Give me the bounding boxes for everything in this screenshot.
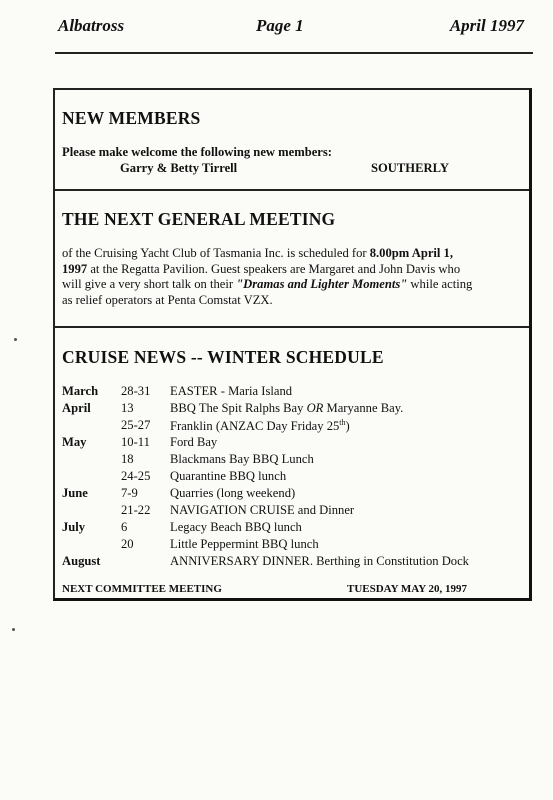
schedule-row (62, 486, 524, 503)
new-members-title: NEW MEMBERS (62, 108, 201, 128)
schedule-row (62, 418, 524, 435)
row-event-tail: ) (345, 419, 350, 434)
row-month: June (62, 486, 88, 500)
meeting-title: THE NEXT GENERAL MEETING (62, 209, 336, 229)
row-event: NAVIGATION CRUISE and Dinner (170, 503, 355, 517)
row-dates: 7-9 (121, 486, 138, 500)
newsletter-box (53, 88, 532, 601)
row-month: July (62, 520, 86, 534)
row-event-sup: th (339, 418, 346, 427)
meeting-text-3c: while acting (407, 277, 473, 291)
member-name: Garry & Betty Tirrell (120, 161, 238, 175)
meeting-text-2: at the Regatta Pavilion. Guest speakers are Margaret and John Davis who (87, 261, 461, 276)
row-event: Quarantine BBQ lunch (170, 469, 287, 483)
row-event: Legacy Beach BBQ lunch (170, 520, 302, 534)
section-divider (55, 326, 529, 328)
meeting-year: 1997 (62, 261, 88, 276)
publication-title: Albatross (58, 16, 125, 35)
row-dates: 13 (121, 401, 134, 415)
meeting-text-1: of the Cruising Yacht Club of Tasmania Inc. is scheduled for (62, 246, 370, 260)
cruise-title: CRUISE NEWS -- WINTER SCHEDULE (62, 347, 384, 367)
row-event-tail: Maryanne Bay. (323, 401, 404, 415)
schedule-row (62, 435, 524, 452)
schedule-row (62, 401, 524, 418)
talk-title: "Dramas and Lighter Moments" (236, 277, 408, 291)
schedule-row (62, 537, 524, 554)
schedule-row (62, 452, 524, 469)
row-event: Blackmans Bay BBQ Lunch (170, 452, 314, 466)
schedule-row (62, 554, 524, 571)
row-month: April (62, 401, 91, 415)
schedule-row (62, 469, 524, 486)
row-event (170, 418, 350, 434)
scan-speck (12, 628, 15, 631)
scan-speck (14, 338, 17, 341)
row-month: March (62, 384, 99, 398)
new-members-intro: Please make welcome the following new members: (62, 145, 332, 159)
committee-meeting-footer (62, 583, 522, 595)
header-rule (55, 52, 533, 54)
footer-label: NEXT COMMITTEE MEETING (62, 583, 222, 595)
schedule-row (62, 384, 524, 401)
row-event: Little Peppermint BBQ lunch (170, 537, 319, 551)
meeting-text-3: will give a very short talk on their (62, 277, 237, 291)
schedule-row (62, 503, 524, 520)
row-dates: 18 (121, 452, 134, 466)
schedule-row (62, 520, 524, 537)
row-event: Ford Bay (170, 435, 218, 449)
row-event-text: BBQ The Spit Ralphs Bay (170, 401, 307, 415)
footer-date: TUESDAY MAY 20, 1997 (347, 583, 468, 595)
row-dates: 20 (121, 537, 134, 551)
row-dates: 6 (121, 520, 128, 534)
row-dates: 10-11 (121, 435, 150, 449)
issue-date: April 1997 (449, 16, 524, 35)
row-event: ANNIVERSARY DINNER. Berthing in Constitution Dock (170, 554, 469, 568)
row-month: May (62, 435, 87, 449)
row-event: Quarries (long weekend) (170, 486, 296, 500)
meeting-text-4: as relief operators at Penta Comstat VZX. (62, 292, 273, 307)
row-event-em: OR (306, 401, 324, 415)
row-month: August (62, 554, 101, 568)
row-dates: 24-25 (121, 469, 151, 483)
meeting-time: 8.00pm April 1, (369, 246, 454, 260)
section-divider (55, 189, 529, 191)
meeting-text (62, 246, 524, 308)
row-event-text: Franklin (ANZAC Day Friday 25 (170, 419, 340, 434)
row-dates: 25-27 (121, 418, 151, 432)
row-dates: 21-22 (121, 503, 151, 517)
row-event: EASTER - Maria Island (170, 384, 293, 398)
member-boat: SOUTHERLY (371, 161, 449, 175)
row-dates: 28-31 (121, 384, 151, 398)
page-number: Page 1 (256, 16, 304, 35)
row-event (170, 401, 403, 416)
